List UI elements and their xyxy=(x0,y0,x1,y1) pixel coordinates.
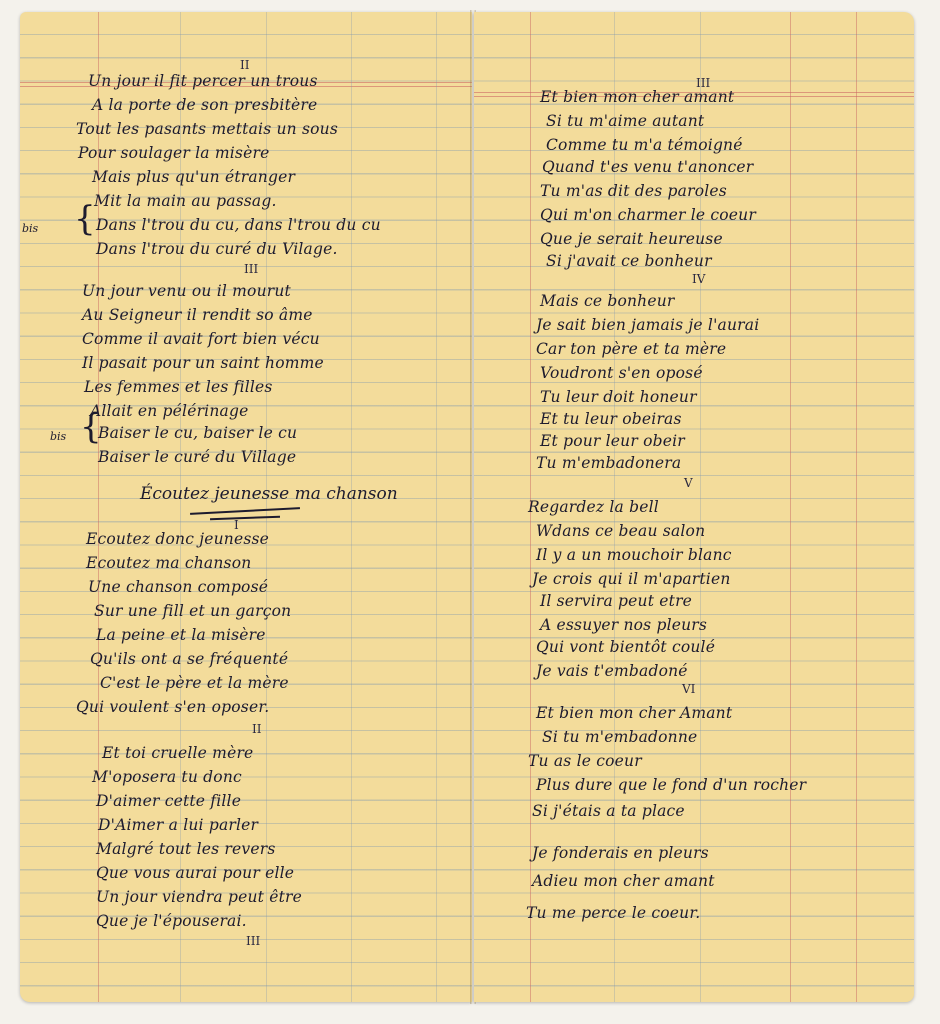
verse-line: Ecoutez donc jeunesse xyxy=(86,530,270,548)
verse-line: D'Aimer a lui parler xyxy=(98,816,259,834)
verse-line: Allait en pélérinage xyxy=(90,402,249,420)
verse-line: C'est le père et la mère xyxy=(100,674,289,692)
left-page xyxy=(20,12,472,1002)
column-rule xyxy=(436,12,437,1002)
verse-line: Baiser le cu, baiser le cu xyxy=(98,424,298,442)
song-title: Écoutez jeunesse ma chanson xyxy=(140,484,398,504)
verse-line: Qui voulent s'en oposer. xyxy=(76,698,270,716)
verse-line: D'aimer cette fille xyxy=(96,792,242,810)
verse-line: Si j'avait ce bonheur xyxy=(546,252,712,270)
stanza-number: II xyxy=(252,722,262,736)
verse-line: Dans l'trou du cu, dans l'trou du cu xyxy=(96,216,381,234)
verse-line: Quand t'es venu t'anoncer xyxy=(542,158,754,176)
verse-line: A essuyer nos pleurs xyxy=(540,616,708,634)
verse-line: Plus dure que le fond d'un rocher xyxy=(536,776,807,794)
verse-line: Il pasait pour un saint homme xyxy=(82,354,324,372)
verse-line: A la porte de son presbitère xyxy=(92,96,318,114)
verse-line: Et toi cruelle mère xyxy=(102,744,254,762)
right-page xyxy=(474,12,914,1002)
verse-line: Wdans ce beau salon xyxy=(536,522,706,540)
verse-line: Il y a un mouchoir blanc xyxy=(536,546,732,564)
verse-line: Dans l'trou du curé du Vilage. xyxy=(96,240,338,258)
verse-line: Qui vont bientôt coulé xyxy=(536,638,716,656)
verse-line: Si tu m'embadonne xyxy=(542,728,698,746)
verse-line: Voudront s'en oposé xyxy=(540,364,703,382)
verse-line: Et pour leur obeir xyxy=(540,432,685,450)
verse-line: Mais ce bonheur xyxy=(540,292,675,310)
verse-line: Je vais t'embadoné xyxy=(536,662,688,680)
stanza-number: III xyxy=(244,262,259,276)
margin-line xyxy=(790,12,791,1002)
verse-line: Qu'ils ont a se fréquenté xyxy=(90,650,289,668)
verse-line: Sur une fill et un garçon xyxy=(94,602,292,620)
verse-line: Il servira peut etre xyxy=(540,592,693,610)
verse-line: Un jour il fit percer un trous xyxy=(88,72,318,90)
verse-line: Comme tu m'a témoigné xyxy=(546,136,743,154)
verse-line: Pour soulager la misère xyxy=(78,144,270,162)
verse-line: Tout les pasants mettais un sous xyxy=(76,120,338,138)
stanza-number: II xyxy=(240,58,250,72)
stanza-number: VI xyxy=(682,682,696,696)
verse-line: La peine et la misère xyxy=(96,626,266,644)
stanza-number: III xyxy=(246,934,261,948)
verse-line: Un jour venu ou il mourut xyxy=(82,282,291,300)
verse-line: Ecoutez ma chanson xyxy=(86,554,252,572)
verse-line: Je fonderais en pleurs xyxy=(532,844,709,862)
stanza-number: V xyxy=(684,476,693,490)
verse-line: Je crois qui il m'apartien xyxy=(532,570,731,588)
verse-line: Au Seigneur il rendit so âme xyxy=(82,306,313,324)
verse-line: Une chanson composé xyxy=(88,578,269,596)
verse-line: Tu leur doit honeur xyxy=(540,388,697,406)
stanza-number: III xyxy=(696,76,711,90)
verse-line: Si tu m'aime autant xyxy=(546,112,705,130)
verse-line: Adieu mon cher amant xyxy=(532,872,715,890)
verse-line: Je sait bien jamais je l'aurai xyxy=(536,316,760,334)
verse-line: Et bien mon cher amant xyxy=(540,88,735,106)
title-underline xyxy=(210,516,280,520)
verse-line: Que vous aurai pour elle xyxy=(96,864,295,882)
verse-line: Que je serait heureuse xyxy=(540,230,723,248)
verse-line: Qui m'on charmer le coeur xyxy=(540,206,756,224)
verse-line: Comme il avait fort bien vécu xyxy=(82,330,320,348)
verse-line: Mit la main au passag. xyxy=(94,192,277,210)
margin-line xyxy=(856,12,857,1002)
verse-line: Malgré tout les revers xyxy=(96,840,276,858)
stanza-number: I xyxy=(234,518,239,532)
title-underline xyxy=(190,507,300,514)
verse-line: Que je l'épouserai. xyxy=(96,912,247,930)
verse-line: Mais plus qu'un étranger xyxy=(92,168,296,186)
verse-line: Car ton père et ta mère xyxy=(536,340,727,358)
verse-line: Et tu leur obeiras xyxy=(540,410,682,428)
bis-mark: bis xyxy=(22,222,39,235)
verse-line: Regardez la bell xyxy=(528,498,659,516)
verse-line: Si j'étais a ta place xyxy=(532,802,685,820)
repeat-brace: { xyxy=(80,407,102,447)
verse-line: Tu m'as dit des paroles xyxy=(540,182,727,200)
bis-mark: bis xyxy=(50,430,67,443)
stanza-number: IV xyxy=(692,272,706,286)
repeat-brace: { xyxy=(74,199,96,239)
verse-line: Et bien mon cher Amant xyxy=(536,704,733,722)
verse-line: Tu m'embadonera xyxy=(536,454,682,472)
verse-line: M'oposera tu donc xyxy=(92,768,242,786)
verse-line: Tu me perce le coeur. xyxy=(526,904,701,922)
column-rule xyxy=(351,12,352,1002)
verse-line: Baiser le curé du Village xyxy=(98,448,297,466)
verse-line: Un jour viendra peut être xyxy=(96,888,303,906)
verse-line: Tu as le coeur xyxy=(528,752,642,770)
verse-line: Les femmes et les filles xyxy=(84,378,273,396)
